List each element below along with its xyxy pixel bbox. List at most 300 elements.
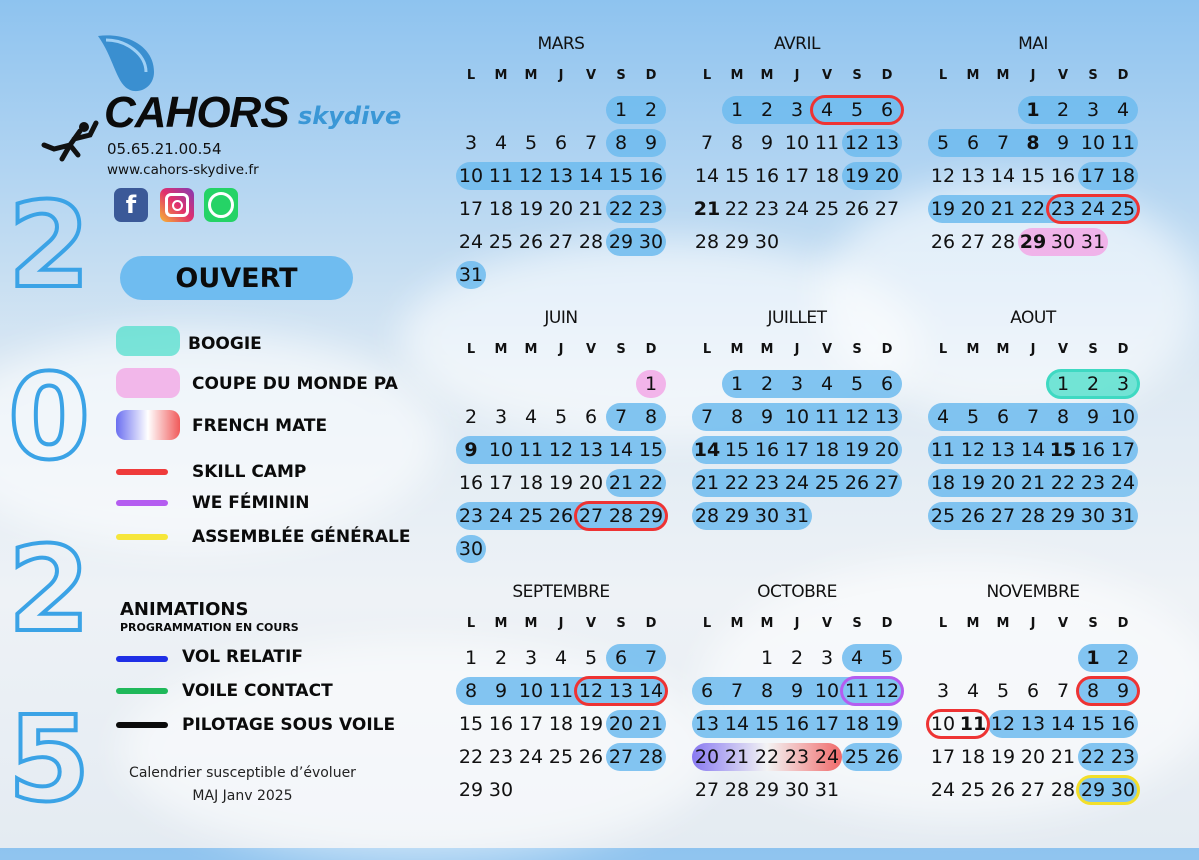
day-cell: 5	[880, 647, 894, 669]
weekday-label: J	[794, 616, 800, 631]
day-cell: 6	[880, 373, 894, 395]
day-cell: 16	[754, 439, 780, 461]
weekday-label: M	[760, 68, 774, 83]
weekday-label: V	[1057, 616, 1069, 631]
day-cell: 24	[488, 505, 514, 527]
day-cell: 12	[844, 406, 870, 428]
event-ring	[1046, 369, 1140, 399]
weekday-label: L	[938, 342, 948, 357]
day-cell: 9	[1116, 680, 1130, 702]
day-cell: 19	[930, 198, 956, 220]
day-cell: 4	[554, 647, 568, 669]
day-cell: 22	[1080, 746, 1106, 768]
weekday-label: L	[938, 616, 948, 631]
day-cell: 30	[1080, 505, 1106, 527]
day-cell: 14	[608, 439, 634, 461]
day-cell: 9	[464, 439, 478, 461]
day-cell: 14	[578, 165, 604, 187]
skill-camp-line	[116, 469, 168, 475]
weekday-label: V	[821, 68, 833, 83]
day-cell: 6	[554, 132, 568, 154]
day-cell: 9	[644, 132, 658, 154]
day-cell: 20	[874, 165, 900, 187]
day-cell: 4	[936, 406, 950, 428]
day-cell: 21	[693, 198, 721, 220]
month-name: MAI	[1018, 34, 1048, 54]
day-cell: 17	[930, 746, 956, 768]
day-cell: 1	[1026, 99, 1040, 121]
event-ring	[1076, 676, 1140, 706]
weekday-label: M	[494, 616, 508, 631]
day-cell: 13	[548, 165, 574, 187]
weekday-label: M	[966, 616, 980, 631]
weekday-label: D	[881, 68, 893, 83]
day-cell: 2	[790, 647, 804, 669]
day-cell: 23	[1110, 746, 1136, 768]
day-cell: 28	[1020, 505, 1046, 527]
day-cell: 17	[458, 198, 484, 220]
day-cell: 22	[1050, 472, 1076, 494]
event-ring	[840, 676, 904, 706]
day-cell: 19	[578, 713, 604, 735]
weekday-label: V	[821, 616, 833, 631]
day-cell: 7	[730, 680, 744, 702]
day-cell: 17	[1110, 439, 1136, 461]
day-cell: 24	[518, 746, 544, 768]
weekday-label: M	[966, 342, 980, 357]
weekday-label: S	[1088, 616, 1098, 631]
day-cell: 5	[996, 680, 1010, 702]
month-juin	[456, 308, 696, 558]
day-cell: 27	[548, 231, 574, 253]
day-cell: 1	[760, 647, 774, 669]
day-cell: 14	[693, 439, 721, 461]
day-cell: 20	[960, 198, 986, 220]
weekday-label: D	[881, 342, 893, 357]
day-cell: 26	[548, 505, 574, 527]
phone-number: 05.65.21.00.54	[107, 140, 222, 158]
note-line1: Calendrier susceptible d’évoluer	[129, 765, 356, 781]
day-cell: 4	[1116, 99, 1130, 121]
day-cell: 23	[1050, 198, 1076, 220]
day-cell: 6	[700, 680, 714, 702]
day-cell: 5	[966, 406, 980, 428]
day-cell: 18	[488, 198, 514, 220]
day-cell: 2	[1086, 373, 1100, 395]
day-cell: 31	[814, 779, 840, 801]
day-cell: 12	[930, 165, 956, 187]
month-name: JUIN	[544, 308, 578, 328]
day-cell: 10	[784, 132, 810, 154]
weekday-label: S	[1088, 68, 1098, 83]
day-cell: 17	[784, 439, 810, 461]
day-cell: 30	[754, 505, 780, 527]
day-cell: 27	[990, 505, 1016, 527]
french-mate-swatch	[116, 410, 180, 440]
day-cell: 7	[1026, 406, 1040, 428]
day-cell: 17	[488, 472, 514, 494]
day-cell: 15	[724, 165, 750, 187]
day-cell: 15	[1049, 439, 1077, 461]
day-cell: 13	[960, 165, 986, 187]
day-cell: 12	[518, 165, 544, 187]
day-cell: 28	[724, 779, 750, 801]
day-cell: 14	[724, 713, 750, 735]
day-cell: 8	[1056, 406, 1070, 428]
year-digit: 5	[8, 690, 91, 828]
legend-label: ASSEMBLÉE GÉNÉRALE	[192, 527, 411, 547]
weekday-label: D	[645, 342, 657, 357]
facebook-icon[interactable]: f	[114, 188, 148, 222]
day-cell: 26	[960, 505, 986, 527]
day-cell: 20	[1020, 746, 1046, 768]
animation-label: VOL RELATIF	[182, 647, 303, 667]
day-cell: 23	[754, 472, 780, 494]
weekday-label: J	[794, 68, 800, 83]
day-cell: 22	[724, 472, 750, 494]
weekday-label: M	[996, 342, 1010, 357]
day-cell: 4	[494, 132, 508, 154]
day-cell: 27	[608, 746, 634, 768]
day-cell: 12	[844, 132, 870, 154]
day-cell: 23	[1080, 472, 1106, 494]
day-cell: 24	[814, 746, 840, 768]
day-cell: 3	[790, 99, 804, 121]
day-cell: 15	[754, 713, 780, 735]
day-cell: 16	[784, 713, 810, 735]
day-cell: 13	[874, 406, 900, 428]
weekday-label: J	[1030, 616, 1036, 631]
day-cell: 27	[578, 505, 604, 527]
day-cell: 30	[784, 779, 810, 801]
day-cell: 29	[724, 231, 750, 253]
day-cell: 25	[1110, 198, 1136, 220]
weekday-label: J	[558, 342, 564, 357]
day-cell: 1	[730, 373, 744, 395]
day-cell: 18	[548, 713, 574, 735]
weekday-label: M	[730, 68, 744, 83]
day-cell: 22	[458, 746, 484, 768]
day-cell: 23	[754, 198, 780, 220]
day-cell: 20	[990, 472, 1016, 494]
day-cell: 14	[1020, 439, 1046, 461]
day-cell: 30	[488, 779, 514, 801]
day-cell: 26	[990, 779, 1016, 801]
day-cell: 3	[494, 406, 508, 428]
weekday-label: L	[466, 68, 476, 83]
day-cell: 26	[930, 231, 956, 253]
day-cell: 22	[1020, 198, 1046, 220]
legend-label: WE FÉMININ	[192, 493, 310, 513]
day-cell: 11	[959, 713, 987, 735]
day-cell: 3	[1116, 373, 1130, 395]
weekday-label: L	[466, 616, 476, 631]
event-ring	[1046, 194, 1140, 224]
day-cell: 24	[930, 779, 956, 801]
day-cell: 22	[608, 198, 634, 220]
day-cell: 3	[524, 647, 538, 669]
day-cell: 19	[990, 746, 1016, 768]
day-cell: 5	[936, 132, 950, 154]
day-cell: 20	[548, 198, 574, 220]
day-cell: 13	[608, 680, 634, 702]
day-cell: 4	[820, 373, 834, 395]
day-cell: 11	[814, 406, 840, 428]
day-cell: 8	[1026, 132, 1040, 154]
we-feminin-line	[116, 500, 168, 506]
day-cell: 24	[1110, 472, 1136, 494]
month-name: MARS	[537, 34, 585, 54]
day-cell: 28	[990, 231, 1016, 253]
weekday-label: D	[645, 616, 657, 631]
animations-title: ANIMATIONS	[120, 599, 249, 620]
weekday-label: V	[1057, 342, 1069, 357]
weekday-label: L	[702, 68, 712, 83]
day-cell: 2	[760, 373, 774, 395]
day-cell: 15	[724, 439, 750, 461]
day-cell: 21	[990, 198, 1016, 220]
day-cell: 31	[458, 264, 484, 286]
day-cell: 14	[990, 165, 1016, 187]
weekday-label: V	[585, 342, 597, 357]
day-cell: 20	[874, 439, 900, 461]
skydiver-icon	[40, 115, 100, 165]
day-cell: 28	[1050, 779, 1076, 801]
weekday-label: M	[730, 342, 744, 357]
day-cell: 10	[488, 439, 514, 461]
day-cell: 19	[874, 713, 900, 735]
day-cell: 11	[814, 132, 840, 154]
day-cell: 3	[936, 680, 950, 702]
pilotage-line	[116, 722, 168, 728]
day-cell: 29	[1080, 779, 1106, 801]
day-cell: 2	[1116, 647, 1130, 669]
year-digit: 2	[8, 176, 91, 314]
day-cell: 13	[694, 713, 720, 735]
weekday-label: J	[558, 68, 564, 83]
day-cell: 11	[548, 680, 574, 702]
weekday-label: D	[1117, 68, 1129, 83]
day-cell: 19	[960, 472, 986, 494]
day-cell: 18	[814, 439, 840, 461]
day-cell: 31	[784, 505, 810, 527]
day-cell: 7	[1056, 680, 1070, 702]
day-cell: 30	[1110, 779, 1136, 801]
weekday-label: S	[1088, 342, 1098, 357]
day-cell: 12	[874, 680, 900, 702]
day-cell: 31	[1110, 505, 1136, 527]
day-cell: 21	[578, 198, 604, 220]
day-cell: 29	[724, 505, 750, 527]
animations-subtitle: PROGRAMMATION EN COURS	[120, 621, 299, 634]
day-cell: 28	[608, 505, 634, 527]
weekday-label: L	[938, 68, 948, 83]
weekday-label: M	[996, 616, 1010, 631]
day-cell: 21	[638, 713, 664, 735]
day-cell: 28	[694, 231, 720, 253]
day-cell: 7	[584, 132, 598, 154]
day-cell: 17	[784, 165, 810, 187]
day-cell: 4	[820, 99, 834, 121]
weekday-label: M	[524, 616, 538, 631]
website-link[interactable]: www.cahors-skydive.fr	[107, 162, 259, 178]
day-cell: 26	[844, 198, 870, 220]
weekday-label: M	[996, 68, 1010, 83]
day-cell: 6	[584, 406, 598, 428]
day-cell: 11	[1110, 132, 1136, 154]
day-cell: 23	[458, 505, 484, 527]
day-cell: 15	[458, 713, 484, 735]
day-cell: 27	[874, 472, 900, 494]
day-cell: 28	[638, 746, 664, 768]
day-cell: 17	[1080, 165, 1106, 187]
day-cell: 30	[754, 231, 780, 253]
day-cell: 30	[458, 538, 484, 560]
day-cell: 11	[488, 165, 514, 187]
day-cell: 6	[614, 647, 628, 669]
day-cell: 15	[608, 165, 634, 187]
day-cell: 5	[554, 406, 568, 428]
open-badge: OUVERT	[120, 256, 353, 300]
weekday-label: M	[494, 68, 508, 83]
month-octobre	[692, 582, 932, 832]
day-cell: 7	[996, 132, 1010, 154]
boogie-swatch	[116, 326, 180, 356]
day-cell: 13	[578, 439, 604, 461]
day-cell: 2	[464, 406, 478, 428]
weekday-label: J	[794, 342, 800, 357]
day-cell: 7	[614, 406, 628, 428]
day-cell: 12	[960, 439, 986, 461]
weekday-label: S	[616, 616, 626, 631]
weekday-label: M	[730, 616, 744, 631]
note-line2: MAJ Janv 2025	[192, 788, 293, 804]
day-cell: 2	[494, 647, 508, 669]
weekday-label: D	[1117, 342, 1129, 357]
weekday-label: S	[852, 616, 862, 631]
day-cell: 8	[464, 680, 478, 702]
event-ring	[926, 709, 990, 739]
weekday-label: J	[1030, 342, 1036, 357]
legend-label: BOOGIE	[188, 334, 262, 354]
day-cell: 24	[784, 198, 810, 220]
day-cell: 16	[488, 713, 514, 735]
day-cell: 8	[730, 406, 744, 428]
year-digit: 0	[8, 348, 91, 486]
day-cell: 25	[488, 231, 514, 253]
day-cell: 16	[458, 472, 484, 494]
day-cell: 22	[724, 198, 750, 220]
day-cell: 30	[638, 231, 664, 253]
day-cell: 6	[996, 406, 1010, 428]
day-cell: 17	[518, 713, 544, 735]
day-cell: 29	[1019, 231, 1047, 253]
instagram-icon[interactable]	[160, 188, 194, 222]
weekday-label: M	[494, 342, 508, 357]
animation-label: PILOTAGE SOUS VOILE	[182, 715, 396, 735]
day-cell: 2	[1056, 99, 1070, 121]
brand-sub: skydive	[298, 102, 402, 130]
weekday-label: M	[524, 342, 538, 357]
day-cell: 11	[844, 680, 870, 702]
day-cell: 29	[608, 231, 634, 253]
day-cell: 3	[464, 132, 478, 154]
month-septembre	[456, 582, 696, 832]
day-cell: 10	[518, 680, 544, 702]
day-cell: 1	[614, 99, 628, 121]
weekday-label: V	[585, 68, 597, 83]
day-cell: 15	[1080, 713, 1106, 735]
day-cell: 27	[1020, 779, 1046, 801]
day-cell: 14	[1050, 713, 1076, 735]
day-cell: 9	[790, 680, 804, 702]
month-mars	[456, 34, 696, 284]
day-cell: 3	[820, 647, 834, 669]
day-cell: 6	[1026, 680, 1040, 702]
month-avril	[692, 34, 932, 284]
day-cell: 13	[1020, 713, 1046, 735]
day-cell: 26	[518, 231, 544, 253]
whatsapp-icon[interactable]	[204, 188, 238, 222]
brand-name: CAHORS	[104, 88, 289, 137]
day-cell: 24	[1080, 198, 1106, 220]
month-novembre	[928, 582, 1168, 832]
day-cell: 3	[1086, 99, 1100, 121]
day-cell: 21	[1050, 746, 1076, 768]
left-panel	[0, 0, 440, 848]
day-cell: 23	[784, 746, 810, 768]
day-cell: 1	[464, 647, 478, 669]
weekday-label: V	[585, 616, 597, 631]
day-cell: 25	[814, 472, 840, 494]
day-cell: 5	[584, 647, 598, 669]
day-cell: 19	[844, 439, 870, 461]
day-cell: 4	[524, 406, 538, 428]
day-cell: 10	[1110, 406, 1136, 428]
day-cell: 28	[694, 505, 720, 527]
event-ring	[810, 95, 904, 125]
weekday-label: M	[524, 68, 538, 83]
day-cell: 25	[548, 746, 574, 768]
day-cell: 18	[960, 746, 986, 768]
day-cell: 29	[1050, 505, 1076, 527]
coupe-du-monde-swatch	[116, 368, 180, 398]
day-cell: 15	[1020, 165, 1046, 187]
day-cell: 21	[1020, 472, 1046, 494]
day-cell: 18	[844, 713, 870, 735]
day-cell: 24	[784, 472, 810, 494]
day-cell: 25	[518, 505, 544, 527]
day-cell: 21	[608, 472, 634, 494]
weekday-label: V	[1057, 68, 1069, 83]
day-cell: 8	[1086, 680, 1100, 702]
day-cell: 24	[458, 231, 484, 253]
day-cell: 16	[1110, 713, 1136, 735]
weekday-label: L	[702, 616, 712, 631]
day-cell: 27	[960, 231, 986, 253]
day-cell: 9	[760, 132, 774, 154]
day-cell: 21	[724, 746, 750, 768]
day-cell: 7	[700, 406, 714, 428]
weekday-label: S	[852, 68, 862, 83]
weekday-label: D	[645, 68, 657, 83]
day-cell: 7	[644, 647, 658, 669]
weekday-label: D	[881, 616, 893, 631]
day-cell: 17	[814, 713, 840, 735]
day-cell: 19	[548, 472, 574, 494]
day-cell: 3	[790, 373, 804, 395]
day-cell: 19	[844, 165, 870, 187]
